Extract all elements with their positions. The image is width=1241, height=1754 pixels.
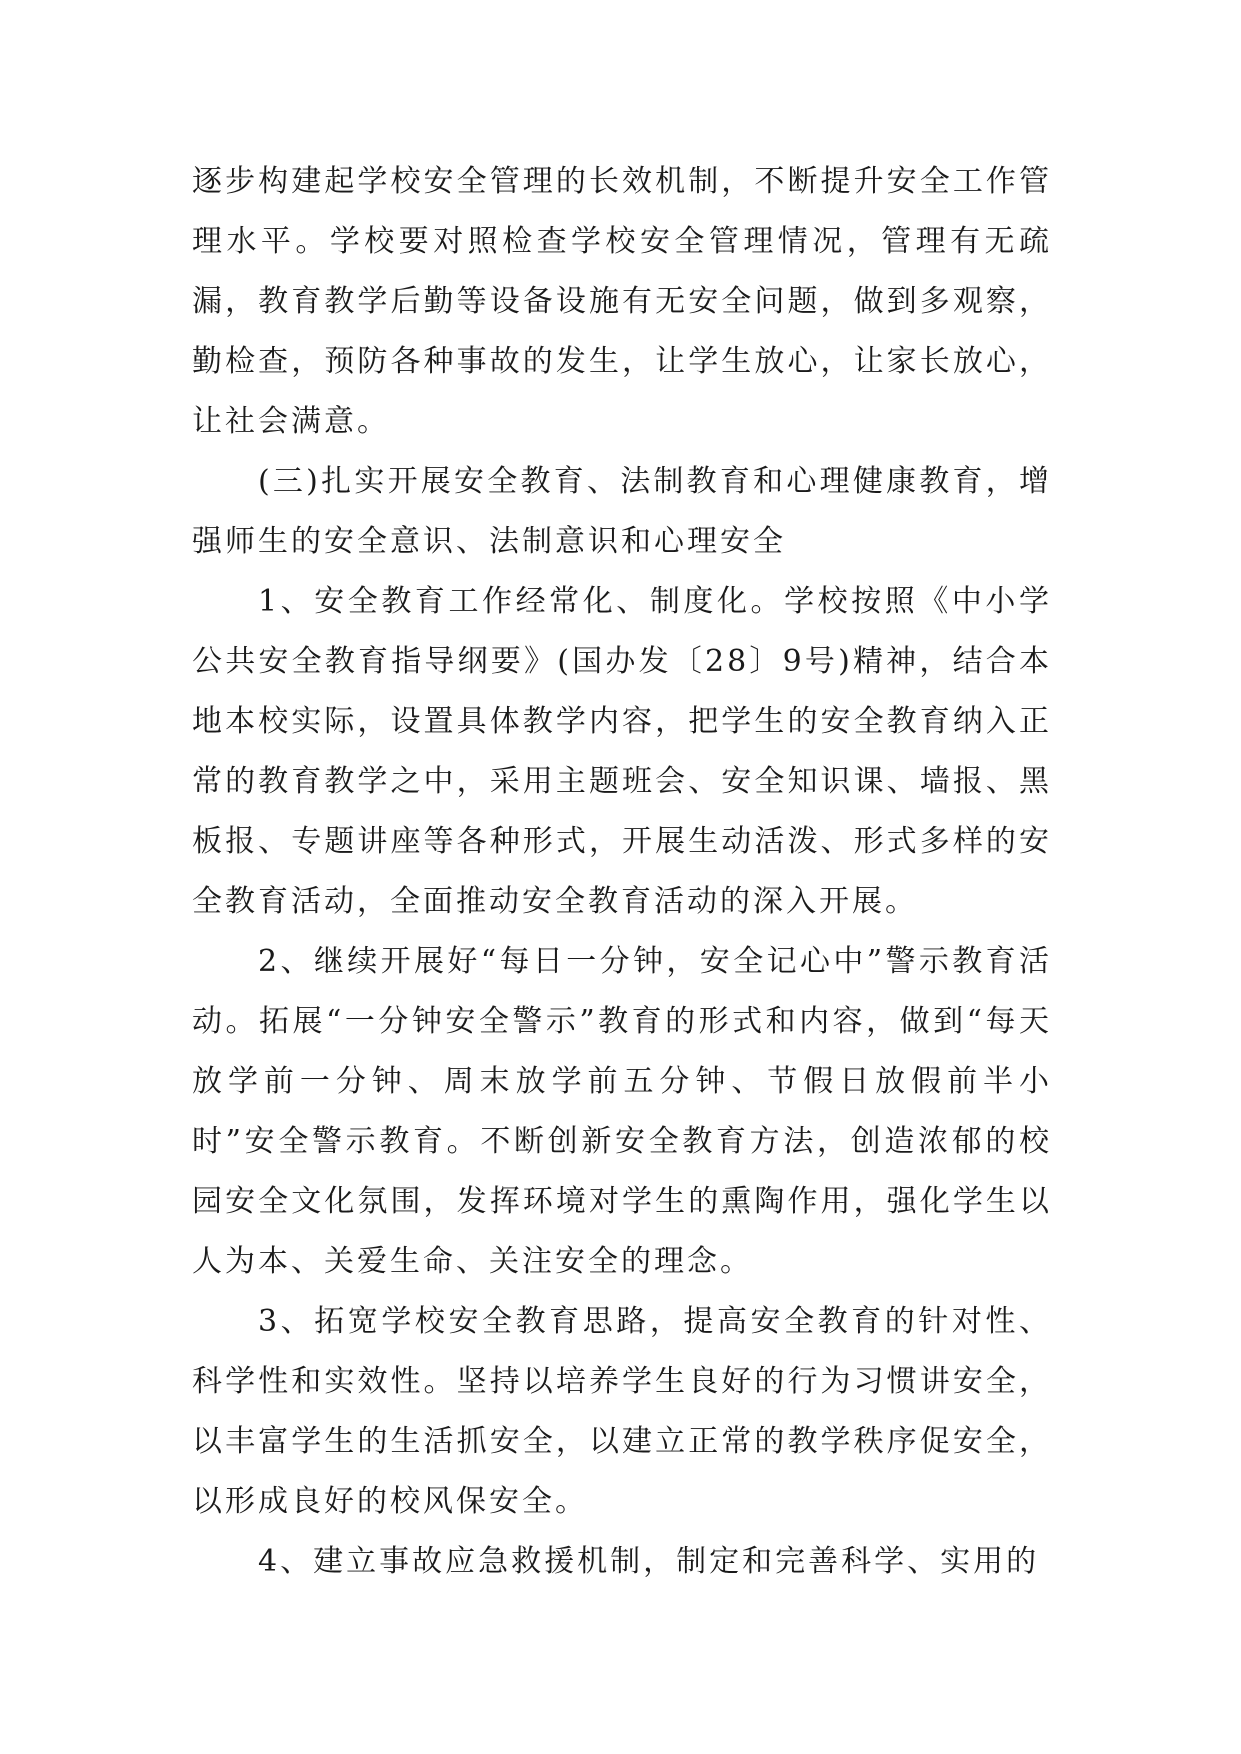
paragraph-item-4: 4、建立事故应急救援机制，制定和完善科学、实用的: [258, 1544, 1040, 1579]
paragraph-continuation: 逐步构建起学校安全管理的长效机制，不断提升安全工作管理水平。学校要对照检查学校安全管理情况，管理有无疏漏，教育教学后勤等设备设施有无安全问题，做到多观察，勤检查，预防各种事故的发生，让学生放心，让家长放心，让社会满意。: [192, 164, 1052, 439]
document-body: [192, 152, 1052, 1592]
section-heading-three: (三)扎实开展安全教育、法制教育和心理健康教育，增强师生的安全意识、法制意识和心理安全: [192, 464, 1052, 559]
paragraph-item-3: 3、拓宽学校安全教育思路，提高安全教育的针对性、科学性和实效性。坚持以培养学生良好的行为习惯讲安全，以丰富学生的生活抓安全，以建立正常的教学秩序促安全，以形成良好的校风保安全。: [192, 1304, 1052, 1519]
paragraph-item-2: 2、继续开展好“每日一分钟，安全记心中”警示教育活动。拓展“一分钟安全警示”教育的形式和内容，做到“每天放学前一分钟、周末放学前五分钟、节假日放假前半小时”安全警示教育。不断创新安全教育方法，创造浓郁的校园安全文化氛围，发挥环境对学生的熏陶作用，强化学生以人为本、关爱生命、关注安全的理念。: [192, 944, 1052, 1279]
paragraph-item-1: 1、安全教育工作经常化、制度化。学校按照《中小学公共安全教育指导纲要》(国办发〔28〕9号)精神，结合本地本校实际，设置具体教学内容，把学生的安全教育纳入正常的教育教学之中，采用主题班会、安全知识课、墙报、黑板报、专题讲座等各种形式，开展生动活泼、形式多样的安全教育活动，全面推动安全教育活动的深入开展。: [192, 584, 1052, 919]
